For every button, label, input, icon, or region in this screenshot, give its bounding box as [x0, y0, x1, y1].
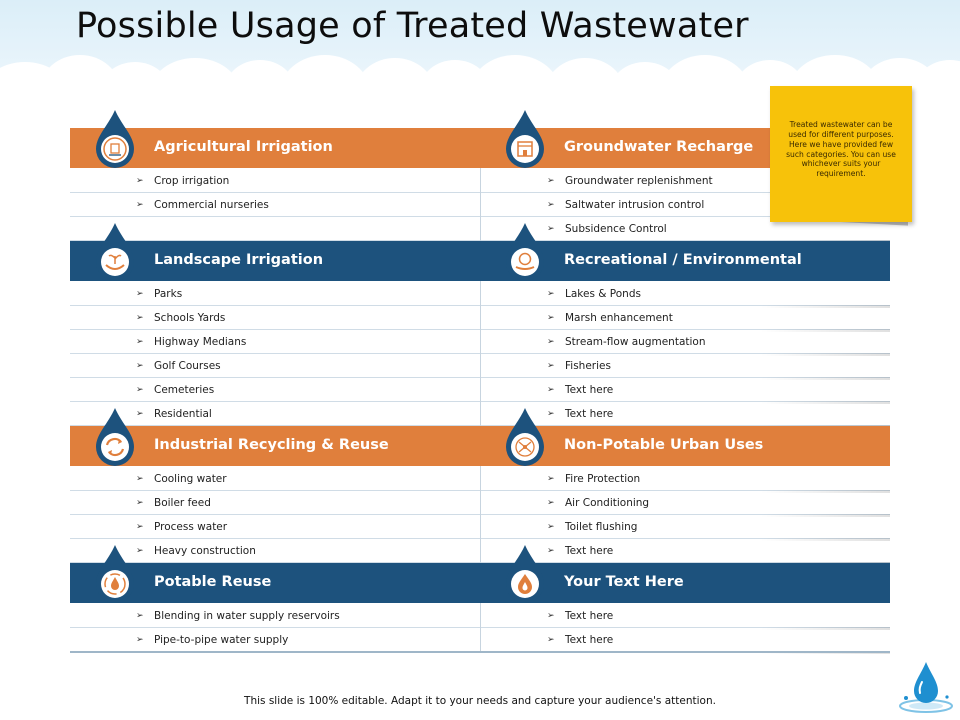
- footer-text: This slide is 100% editable. Adapt it to your needs and capture your audience's attention.: [244, 695, 716, 707]
- list-item: ➢ Toilet flushing: [481, 515, 890, 539]
- section-title: Potable Reuse: [154, 574, 272, 590]
- sticky-note: [770, 86, 912, 222]
- list-item: ➢ Cooling water: [70, 467, 480, 491]
- section-title: Industrial Recycling & Reuse: [154, 437, 389, 453]
- list-item: ➢ Residential: [70, 402, 480, 426]
- list-item: ➢ Text here: [481, 402, 890, 426]
- list-item: ➢ Golf Courses: [70, 354, 480, 378]
- section-header-0: [70, 128, 890, 168]
- section-title: Groundwater Recharge: [564, 139, 754, 155]
- list-item: ➢ Highway Medians: [70, 330, 480, 354]
- list-item: ➢ Text here: [481, 378, 890, 402]
- list-item: ➢ Lakes & Ponds: [481, 282, 890, 306]
- section-title: Your Text Here: [564, 574, 684, 590]
- list-item: ➢ Process water: [70, 515, 480, 539]
- list-item: ➢ Stream-flow augmentation: [481, 330, 890, 354]
- globe-hand-icon: [504, 221, 546, 277]
- section-header-1: [70, 241, 890, 281]
- section-title: Landscape Irrigation: [154, 252, 324, 268]
- list-item: ➢ Heavy construction: [70, 539, 480, 563]
- section-header-2: [70, 426, 890, 466]
- table-bottom-rule: [70, 651, 890, 653]
- list-item: ➢ Air Conditioning: [481, 491, 890, 515]
- list-item: ➢ Boiler feed: [70, 491, 480, 515]
- page-title: Possible Usage of Treated Wastewater: [76, 6, 749, 46]
- list-item: ➢ Saltwater intrusion control: [481, 193, 890, 217]
- list-item: ➢ Fisheries: [481, 354, 890, 378]
- section-header-3: [70, 563, 890, 603]
- list-item: ➢ Parks: [70, 282, 480, 306]
- list-item: ➢ Text here: [481, 628, 890, 652]
- network-icon: [504, 406, 546, 462]
- list-item: ➢ Subsidence Control: [481, 217, 890, 241]
- list-item: ➢ Marsh enhancement: [481, 306, 890, 330]
- list-item: ➢ Groundwater replenishment: [481, 169, 890, 193]
- list-item: ➢ Schools Yards: [70, 306, 480, 330]
- list-item: ➢ Commercial nurseries: [70, 193, 480, 217]
- section-title: Recreational / Environmental: [564, 252, 802, 268]
- section-title: Non-Potable Urban Uses: [564, 437, 764, 453]
- list-item: ➢ Text here: [481, 539, 890, 563]
- list-item: ➢ Blending in water supply reservoirs: [70, 604, 480, 628]
- sticky-note-text: Treated wastewater can be used for different purposes. Here we have provided few such categories. You can use whichever suits your requirement.: [786, 120, 896, 179]
- water-splash-icon: [896, 660, 956, 716]
- list-item: ➢ Fire Protection: [481, 467, 890, 491]
- farm-icon: [94, 108, 136, 164]
- section-title: Agricultural Irrigation: [154, 139, 333, 155]
- list-item: ➢ Crop irrigation: [70, 169, 480, 193]
- list-item: ➢ Text here: [481, 604, 890, 628]
- water-cycle-icon: [94, 543, 136, 599]
- building-icon: [504, 108, 546, 164]
- hands-plant-icon: [94, 221, 136, 277]
- list-item: ➢ Pipe-to-pipe water supply: [70, 628, 480, 652]
- recycle-icon: [94, 406, 136, 462]
- flame-drop-icon: [504, 543, 546, 599]
- list-item: ➢ Cemeteries: [70, 378, 480, 402]
